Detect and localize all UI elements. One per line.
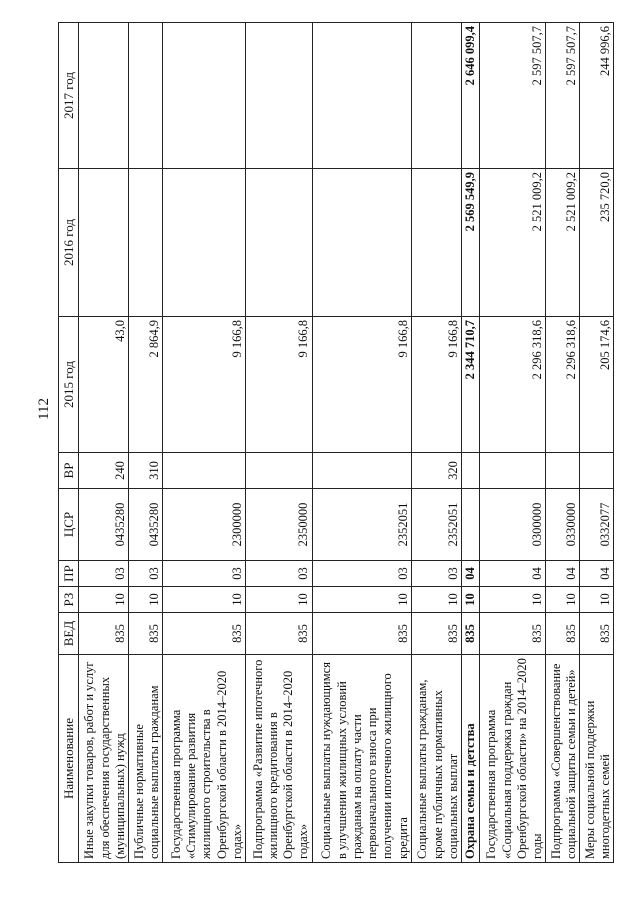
- row-vr: [462, 453, 479, 489]
- row-rz: 10: [79, 587, 129, 613]
- row-2016: 2 521 009,2: [479, 169, 546, 317]
- row-2017: [312, 23, 411, 169]
- row-name: Меры социальной поддержки многодетных семей: [580, 655, 614, 863]
- row-2016: [129, 169, 163, 317]
- header-2017: 2017 год: [59, 23, 79, 169]
- row-pr: 03: [411, 561, 461, 587]
- row-pr: 03: [163, 561, 246, 587]
- row-csr: 0300000: [479, 489, 546, 561]
- row-csr: 0330000: [546, 489, 580, 561]
- row-name: Социальные выплаты гражданам, кроме публичных нормативных социальных выплат: [411, 655, 461, 863]
- row-2017: 2 646 099,4: [462, 23, 479, 169]
- table-row: [129, 23, 163, 863]
- row-vr: [546, 453, 580, 489]
- table-row: [411, 23, 461, 863]
- row-pr: 04: [479, 561, 546, 587]
- table-row: [163, 23, 246, 863]
- row-2015: 2 296 318,6: [479, 317, 546, 453]
- row-ved: 835: [129, 613, 163, 655]
- row-name: Публичные нормативные социальные выплаты гражданам: [129, 655, 163, 863]
- row-rz: 10: [580, 587, 614, 613]
- row-ved: 835: [246, 613, 313, 655]
- row-csr: 2350000: [246, 489, 313, 561]
- row-2015: 9 166,8: [163, 317, 246, 453]
- table-row: [479, 23, 546, 863]
- row-csr: 0332077: [580, 489, 614, 561]
- table-row: [246, 23, 313, 863]
- row-2017: 2 597 507,7: [479, 23, 546, 169]
- row-name: Подпрограмма «Совершенствование социальной защиты семьи и детей»: [546, 655, 580, 863]
- table-row: [79, 23, 129, 863]
- row-csr: 2352051: [411, 489, 461, 561]
- row-name: Иные закупки товаров, работ и услуг для обеспечения государственных (муниципальных) нужд: [79, 655, 129, 863]
- row-2017: [163, 23, 246, 169]
- row-csr: [462, 489, 479, 561]
- row-vr: 320: [411, 453, 461, 489]
- row-2017: [129, 23, 163, 169]
- row-2015: 9 166,8: [246, 317, 313, 453]
- header-rz: РЗ: [59, 587, 79, 613]
- row-name: Государственная программа «Стимулирование развития жилищного строительства в Оренбургской области в 2014–2020 годах»: [163, 655, 246, 863]
- header-pr: ПР: [59, 561, 79, 587]
- header-vr: ВР: [59, 453, 79, 489]
- row-2015: 9 166,8: [411, 317, 461, 453]
- header-2016: 2016 год: [59, 169, 79, 317]
- row-ved: 835: [462, 613, 479, 655]
- row-pr: 03: [129, 561, 163, 587]
- row-2017: 2 597 507,7: [546, 23, 580, 169]
- row-name: Государственная программа «Социальная поддержка граждан Оренбургской области» на 2014–2020 годы: [479, 655, 546, 863]
- row-name: Социальные выплаты нуждающимся в улучшении жилищных условий гражданам на оплату части первоначального взноса при получении ипотечного жилищного кредита: [312, 655, 411, 863]
- row-pr: 04: [580, 561, 614, 587]
- row-csr: 0435280: [129, 489, 163, 561]
- header-name: Наименование: [59, 655, 79, 863]
- row-ved: 835: [79, 613, 129, 655]
- row-vr: [312, 453, 411, 489]
- row-rz: 10: [129, 587, 163, 613]
- page-number: 112: [36, 398, 52, 420]
- row-pr: 03: [312, 561, 411, 587]
- row-vr: [163, 453, 246, 489]
- row-2015: 2 296 318,6: [546, 317, 580, 453]
- row-name: Охрана семьи и детства: [462, 655, 479, 863]
- row-2016: [246, 169, 313, 317]
- row-csr: 2352051: [312, 489, 411, 561]
- row-2016: 2 521 009,2: [546, 169, 580, 317]
- row-2015: 2 864,9: [129, 317, 163, 453]
- row-ved: 835: [479, 613, 546, 655]
- row-2016: 235 720,0: [580, 169, 614, 317]
- row-rz: 10: [163, 587, 246, 613]
- row-csr: 2300000: [163, 489, 246, 561]
- row-2017: 244 996,6: [580, 23, 614, 169]
- row-vr: [246, 453, 313, 489]
- row-2016: 2 569 549,9: [462, 169, 479, 317]
- header-2015: 2015 год: [59, 317, 79, 453]
- row-2016: [79, 169, 129, 317]
- table-row: [312, 23, 411, 863]
- row-rz: 10: [411, 587, 461, 613]
- table-row: [546, 23, 580, 863]
- row-2016: [163, 169, 246, 317]
- budget-table: [58, 22, 614, 863]
- row-vr: 310: [129, 453, 163, 489]
- row-2016: [411, 169, 461, 317]
- row-ved: 835: [312, 613, 411, 655]
- row-ved: 835: [580, 613, 614, 655]
- row-rz: 10: [546, 587, 580, 613]
- table-row: [580, 23, 614, 863]
- row-2015: 205 174,6: [580, 317, 614, 453]
- row-2017: [79, 23, 129, 169]
- row-pr: 03: [79, 561, 129, 587]
- row-csr: 0435280: [79, 489, 129, 561]
- row-2016: [312, 169, 411, 317]
- budget-table-container: [58, 23, 614, 863]
- row-ved: 835: [163, 613, 246, 655]
- table-header-row: [59, 23, 79, 863]
- row-ved: 835: [546, 613, 580, 655]
- table-row-section-total: [462, 23, 479, 863]
- row-pr: 04: [546, 561, 580, 587]
- row-rz: 10: [246, 587, 313, 613]
- row-rz: 10: [312, 587, 411, 613]
- row-name: Подпрограмма «Развитие ипотечного жилищного кредитования в Оренбургской области в 2014–2020 годах»: [246, 655, 313, 863]
- row-vr: [479, 453, 546, 489]
- row-vr: [580, 453, 614, 489]
- row-2017: [411, 23, 461, 169]
- row-pr: 04: [462, 561, 479, 587]
- header-ved: ВЕД: [59, 613, 79, 655]
- row-2015: 9 166,8: [312, 317, 411, 453]
- row-2015: 43,0: [79, 317, 129, 453]
- row-rz: 10: [462, 587, 479, 613]
- header-csr: ЦСР: [59, 489, 79, 561]
- row-ved: 835: [411, 613, 461, 655]
- row-2015: 2 344 710,7: [462, 317, 479, 453]
- row-pr: 03: [246, 561, 313, 587]
- row-vr: 240: [79, 453, 129, 489]
- row-2017: [246, 23, 313, 169]
- row-rz: 10: [479, 587, 546, 613]
